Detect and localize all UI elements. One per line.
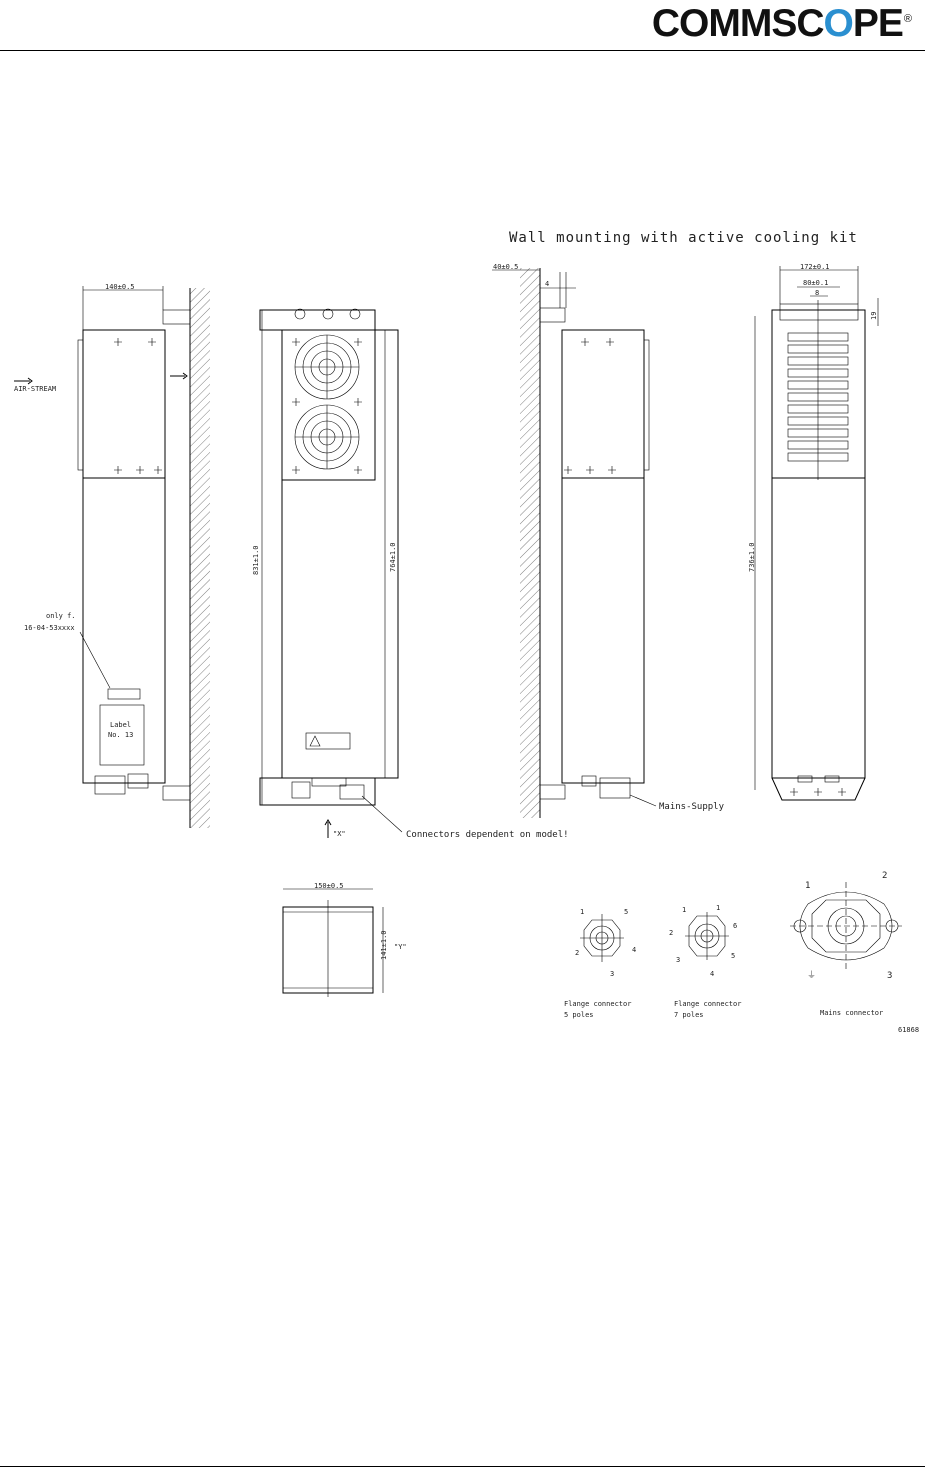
five-pole-title: Flange connector — [564, 1000, 632, 1008]
label-box-no: No. 13 — [108, 731, 134, 739]
only-for-partno: 16-04-53xxxx — [24, 624, 75, 632]
pin-label: 1 — [580, 908, 585, 916]
side-view-left — [14, 283, 210, 828]
drawing-title: Wall mounting with active cooling kit — [509, 230, 858, 246]
mains-supply-label: Mains-Supply — [659, 802, 725, 812]
connector-7-pole — [669, 904, 741, 1019]
pin-label: 1 — [682, 906, 687, 914]
side-view-right — [492, 263, 725, 818]
back-view — [748, 263, 878, 800]
pin-label: 2 — [882, 871, 888, 881]
ground-icon: ⏚ — [807, 971, 817, 981]
pin-label: 6 — [733, 922, 738, 930]
bottom-view — [283, 882, 407, 997]
dim-80: 80±0.1 — [803, 279, 829, 287]
pin-label: 3 — [676, 956, 681, 964]
dim-764: 764±1.0 — [389, 542, 397, 572]
five-pole-count: 5 poles — [564, 1011, 594, 1019]
dim-4: 4 — [545, 280, 550, 288]
commscope-logo: COMMSCOPE® — [651, 2, 911, 45]
seven-pole-title: Flange connector — [674, 1000, 742, 1008]
connectors-note: Connectors dependent on model! — [406, 830, 569, 840]
connector-mains — [790, 871, 902, 1017]
dim-19: 19 — [870, 311, 878, 320]
dim-150: 150±0.5 — [314, 882, 344, 890]
pin-label: 1 — [716, 904, 721, 912]
dim-141: 141±1.0 — [380, 930, 388, 960]
pin-label: 2 — [669, 929, 674, 937]
pin-label: 2 — [575, 949, 580, 957]
pin-label: 3 — [887, 971, 893, 981]
pin-label: 5 — [624, 908, 629, 916]
only-for-label: only f. — [46, 612, 76, 620]
seven-pole-count: 7 poles — [674, 1011, 704, 1019]
pin-label: 4 — [632, 946, 637, 954]
connector-5-pole — [564, 908, 636, 1019]
view-y-marker: "Y" — [394, 943, 407, 951]
dim-172: 172±0.1 — [800, 263, 830, 271]
dim-40: 40±0.5 — [493, 263, 519, 271]
view-x-marker: "X" — [333, 830, 346, 838]
dim-831: 831±1.0 — [252, 545, 260, 575]
dim-140: 140±0.5 — [105, 283, 135, 291]
label-box-title: Label — [110, 721, 132, 729]
airstream-label: AIR-STREAM — [14, 385, 57, 393]
pin-label: 5 — [731, 952, 736, 960]
pin-label: 1 — [805, 881, 811, 891]
pin-label: 4 — [710, 970, 715, 978]
dim-736: 736±1.0 — [748, 542, 756, 572]
drawing-id: 61868 — [898, 1026, 920, 1034]
dim-8: 8 — [815, 289, 820, 297]
mains-connector-title: Mains connector — [820, 1009, 884, 1017]
pin-label: 3 — [610, 970, 615, 978]
